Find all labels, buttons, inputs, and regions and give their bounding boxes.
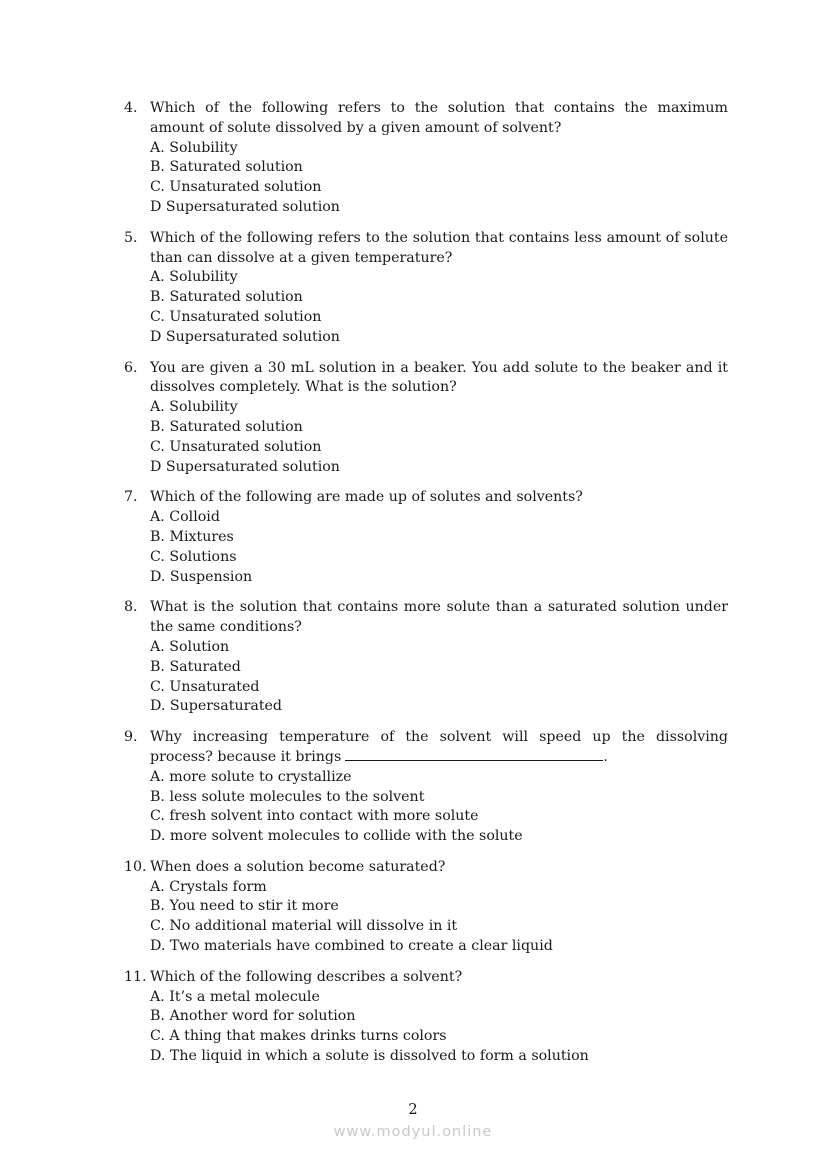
option-d: D. The liquid in which a solute is dissolved to form a solution: [150, 1048, 589, 1065]
question-4: [124, 99, 728, 218]
answer-blank: [345, 748, 603, 761]
option-d: D Supersaturated solution: [150, 328, 340, 345]
option-c: C. A thing that makes drinks turns colors: [150, 1028, 447, 1045]
question-text: Which of the following are made up of solutes and solvents?: [150, 489, 583, 506]
question-number: 4.: [124, 100, 138, 116]
option-c: C. fresh solvent into contact with more solute: [150, 808, 479, 825]
question-number: 8.: [124, 599, 138, 616]
question-number: 5.: [124, 229, 138, 246]
option-list: [150, 398, 728, 477]
page-number: 2: [408, 1102, 418, 1118]
option-list: [150, 768, 728, 847]
question-text: Which of the following refers to the solution that contains less amount of solute than can dissolve at a given temperature?: [150, 229, 728, 266]
option-d: D. Supersaturated: [150, 698, 283, 715]
question-7: [124, 488, 728, 587]
option-b: B. Mixtures: [150, 528, 234, 545]
option-d: D Supersaturated solution: [150, 458, 340, 475]
option-b: B. Saturated: [150, 658, 241, 675]
option-d: D. more solvent molecules to collide with the solute: [150, 828, 523, 845]
option-c: C. No additional material will dissolve in it: [150, 918, 458, 935]
option-c: C. Unsaturated solution: [150, 438, 322, 455]
question-text-with-blank: [150, 728, 728, 768]
option-b: B. Saturated solution: [150, 418, 303, 435]
option-b: B. You need to stir it more: [150, 898, 339, 915]
question-11: [124, 968, 728, 1067]
option-d: D. Suspension: [150, 568, 253, 585]
option-list: [150, 878, 728, 957]
question-text: Which of the following describes a solvent?: [150, 968, 463, 985]
option-a: A. more solute to crystallize: [150, 768, 352, 785]
question-5: [124, 229, 728, 348]
option-list: [150, 638, 728, 717]
question-6: [124, 359, 728, 478]
question-number: 9.: [124, 729, 138, 746]
question-text: You are given a 30 mL solution in a beaker. You add solute to the beaker and it dissolves completely. What is the solution?: [150, 359, 728, 396]
option-list: [150, 268, 728, 347]
option-a: A. Solution: [150, 638, 230, 655]
question-number: 7.: [124, 489, 138, 506]
question-text: Which of the following refers to the solution that contains the maximum amount of solute dissolved by a given amount of solvent?: [150, 100, 728, 136]
option-c: C. Solutions: [150, 548, 237, 565]
option-b: B. Saturated solution: [150, 289, 303, 306]
option-b: B. Another word for solution: [150, 1008, 356, 1025]
question-10: [124, 858, 728, 957]
question-number: 11.: [124, 968, 147, 985]
question-text: Why increasing temperature of the solvent will speed up the dissolving process? because it brings: [150, 729, 728, 765]
option-list: [150, 508, 728, 587]
option-a: A. Solubility: [150, 139, 238, 156]
option-list: [150, 988, 728, 1067]
question-text: What is the solution that contains more solute than a saturated solution under the same conditions?: [150, 599, 728, 636]
option-b: B. Saturated solution: [150, 159, 303, 176]
question-list: [124, 99, 728, 1078]
question-number: 6.: [124, 359, 138, 376]
option-a: A. Colloid: [150, 509, 220, 526]
option-a: A. Solubility: [150, 269, 238, 286]
option-d: D Supersaturated solution: [150, 198, 340, 215]
option-a: A. Solubility: [150, 399, 238, 416]
option-d: D. Two materials have combined to create a clear liquid: [150, 938, 553, 955]
option-c: C. Unsaturated solution: [150, 179, 322, 196]
watermark: www.modyul.online: [333, 1124, 493, 1140]
option-b: B. less solute molecules to the solvent: [150, 788, 425, 805]
option-c: C. Unsaturated: [150, 678, 260, 695]
question-text: When does a solution become saturated?: [150, 858, 446, 875]
question-8: [124, 598, 728, 717]
option-list: [150, 139, 728, 218]
blank-suffix: .: [603, 748, 608, 765]
option-a: A. Crystals form: [150, 878, 267, 895]
option-a: A. It’s a metal molecule: [150, 988, 320, 1005]
question-number: 10.: [124, 858, 147, 875]
question-9: [124, 728, 728, 847]
option-c: C. Unsaturated solution: [150, 308, 322, 325]
